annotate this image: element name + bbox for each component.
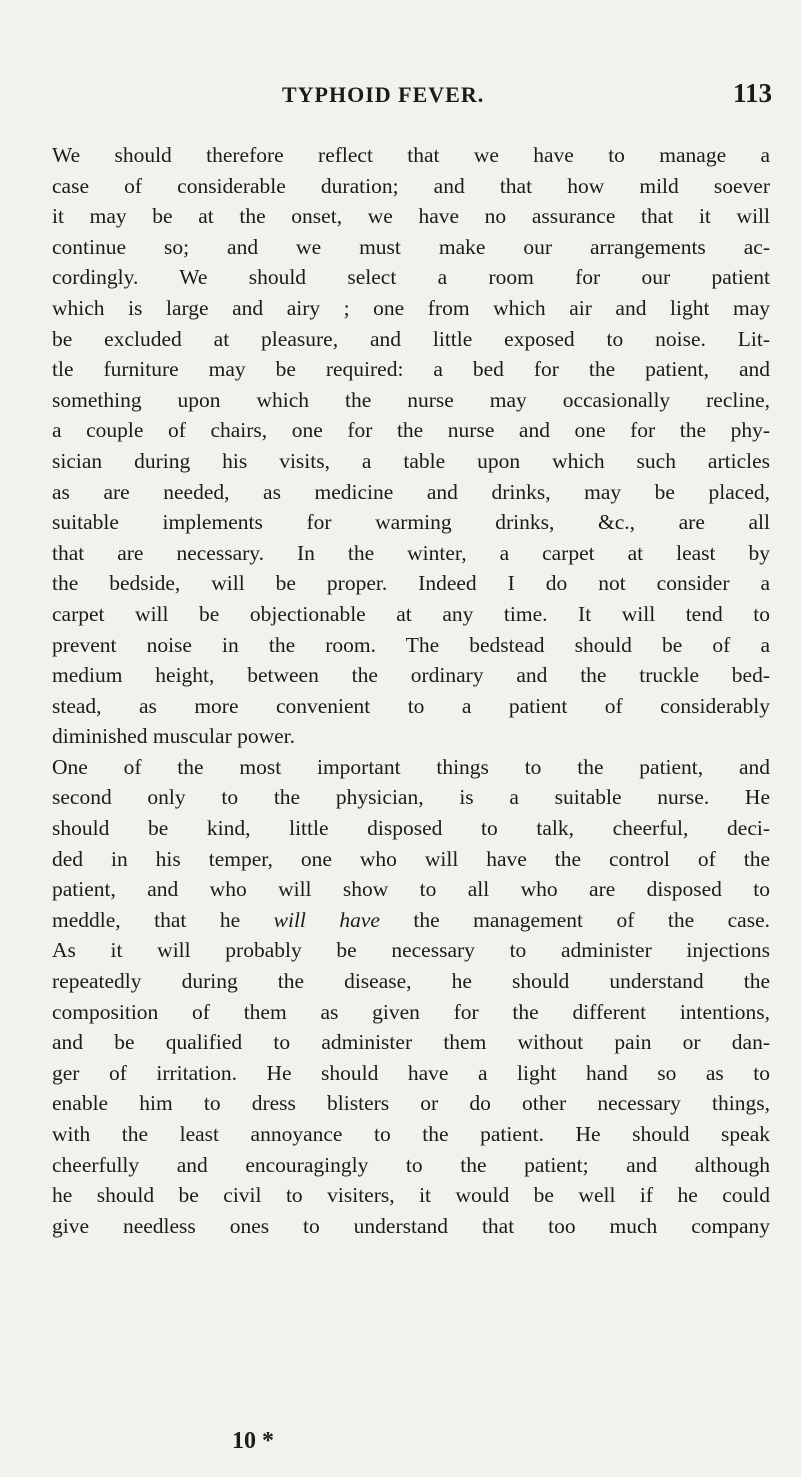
text-line: something upon which the nurse may occasionally recline,: [52, 387, 770, 412]
text-line: that are necessary. In the winter, a carpet at least by: [52, 540, 770, 565]
text-line: repeatedly during the disease, he should understand the: [52, 969, 770, 994]
text-line: suitable implements for warming drinks, &c., are all: [52, 510, 770, 535]
text-line: with the least annoyance to the patient. He should speak: [52, 1122, 770, 1146]
running-head: [52, 78, 772, 118]
text-line: it may be at the onset, we have no assurance that it will: [52, 204, 770, 229]
text-line: patient, and who will show to all who are disposed to: [52, 877, 770, 902]
text-line: should be kind, little disposed to talk, cheerful, deci-: [52, 816, 770, 841]
text-line: carpet will be objectionable at any time. It will tend to: [52, 601, 770, 626]
italic-emphasis: will have: [273, 907, 380, 932]
text-line: diminished muscular power.: [52, 724, 296, 749]
signature-mark: 10 *: [232, 1428, 274, 1454]
text-line-with-italic: [52, 905, 770, 936]
text-line: sician during his visits, a table upon which such articles: [52, 448, 770, 473]
text-line: tle furniture may be required: a bed for the patient, and: [52, 357, 770, 382]
running-title: TYPHOID FEVER.: [282, 82, 485, 107]
text-line: ded in his temper, one who will have the control of the: [52, 846, 770, 871]
text-line: cordingly. We should select a room for our patient: [52, 265, 770, 290]
text-line: the bedside, will be proper. Indeed I do not consider a: [52, 571, 770, 596]
text-line: be excluded at pleasure, and little exposed to noise. Lit-: [52, 326, 770, 351]
text-segment: meddle, that he: [52, 907, 274, 932]
text-line: which is large and airy ; one from which air and light may: [52, 295, 770, 320]
text-line: a couple of chairs, one for the nurse and one for the phy-: [52, 418, 770, 443]
text-line: enable him to dress blisters or do other necessary things,: [52, 1091, 770, 1116]
text-line: and be qualified to administer them without pain or dan-: [52, 1030, 770, 1055]
text-line: ger of irritation. He should have a light hand so as to: [52, 1060, 770, 1085]
text-segment: the management of the case.: [379, 907, 770, 932]
text-line: As it will probably be necessary to administer injections: [52, 938, 770, 963]
text-line: cheerfully and encouragingly to the patient; and although: [52, 1152, 770, 1177]
text-line: as are needed, as medicine and drinks, may be placed,: [52, 479, 770, 504]
text-line: he should be civil to visiters, it would be well if he could: [52, 1183, 770, 1208]
text-line: second only to the physician, is a suitable nurse. He: [52, 785, 770, 810]
text-line: We should therefore reflect that we have to manage a: [52, 143, 770, 167]
text-line: medium height, between the ordinary and the truckle bed-: [52, 663, 770, 688]
text-line: stead, as more convenient to a patient of considerably: [52, 693, 770, 718]
text-line: composition of them as given for the different intentions,: [52, 999, 770, 1024]
body-text: [52, 140, 770, 1241]
text-line: continue so; and we must make our arrangements ac-: [52, 234, 770, 259]
text-line: give needless ones to understand that too much company: [52, 1213, 770, 1238]
page-number: 113: [732, 78, 772, 108]
text-line: case of considerable duration; and that how mild soever: [52, 173, 770, 198]
text-line: One of the most important things to the patient, and: [52, 754, 770, 779]
text-line: prevent noise in the room. The bedstead should be of a: [52, 632, 770, 657]
